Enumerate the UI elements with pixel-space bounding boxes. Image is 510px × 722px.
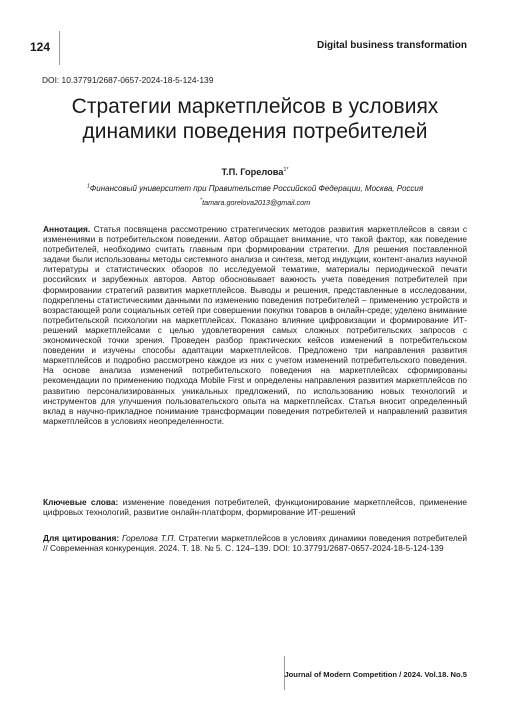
citation (43, 533, 467, 554)
keywords-text: изменение поведения потребителей, функционирование маркетплейсов, применение цифровых технологий, развитие онлайн-платформ, формирование ИТ-решений (43, 497, 467, 518)
keywords (43, 497, 467, 518)
author-marks: 1* (283, 166, 289, 173)
author (0, 167, 510, 177)
article-title-line-2: динамики поведения потребителей (82, 120, 428, 143)
abstract (43, 224, 467, 426)
journal-footer: Journal of Modern Competition / 2024. Vol.18. No.5 (284, 670, 467, 679)
doi: DOI: 10.37791/2687-0657-2024-18-5-124-139 (42, 75, 214, 85)
affiliation-mark: 1 (86, 183, 90, 190)
section-title: Digital business transformation (316, 40, 467, 51)
affiliation-text: Финансовый университет при Правительстве Российской Федерации, Москва, Россия (89, 184, 424, 193)
header-divider (59, 31, 60, 65)
abstract-label: Аннотация. (43, 224, 91, 234)
citation-label: Для цитирования: (43, 533, 120, 543)
email-mark: * (199, 197, 203, 204)
citation-text: Стратегии маркетплейсов в условиях динамики поведения потребителей // Современная конкуренция. 2024. Т. 18. № 5. С. 124–139. DOI: 10.37791/2687-0657-2024-18-5-124-139 (43, 533, 467, 554)
email-text: tamara.gorelova2013@gmail.com (202, 198, 311, 207)
affiliation (0, 184, 510, 193)
author-email (0, 198, 510, 207)
author-name: Т.П. Горелова (221, 167, 284, 177)
keywords-label: Ключевые слова: (43, 497, 119, 507)
article-title (42, 94, 468, 144)
citation-authors: Горелова Т.П. (122, 533, 176, 543)
abstract-text: Статья посвящена рассмотрению стратегических методов развития маркетплейсов в связи с изменениями в потребительском поведении. Автор обращает внимание, что такой фактор, как поведение потребителей, необходимо считать главным при формировании стратегии. Для решения поставленной задачи были использованы методы системного анализа и синтеза, метод индукции, контент-анализ научной литературы и статистических обзоров по исследуемой тематике, материалы периодической печати российских и зарубежных авторов. Автор обосновывает важность учета поведения потребителей при формировании стратегий развития маркетплейсов. Выводы и решения, представленные в исследовании, подкреплены статистическими данными по изменению поведения потребителей – применению устройств и возрастающей роли социальных сетей при совершении покупки товаров в онлайн-среде; уделено внимание потребительской психологии на маркетплейсах. Показано влияние цифровизации и формирование ИТ-решений маркетплейсами с целью удовлетворения самых сложных потребительских запросов с экономической точки зрения. Проведен разбор практических кейсов изменений в потребительском поведении и изучены способы адаптации маркетплейсов. Предложено три направления развития маркетплейсов и подробно рассмотрено каждое из них с учетом изменений потребительского поведения. На основе анализа изменений потребительского поведения на маркетплейсах сформированы рекомендации по применению подхода Mobile First и определены направления развития маркетплейсов по развитию персонализированных уникальных предложений, по использованию новых технологий и инструментов для улучшения пользовательского опыта на маркетплейсах. Статья вносит определенный вклад в научно-прикладное понимание трансформации поведения потребителей и направлений развития маркетплейсов в условиях неопределенности. (43, 224, 467, 426)
article-title-line-1: Стратегии маркетплейсов в условиях (71, 95, 439, 118)
page-number: 124 (30, 40, 51, 54)
